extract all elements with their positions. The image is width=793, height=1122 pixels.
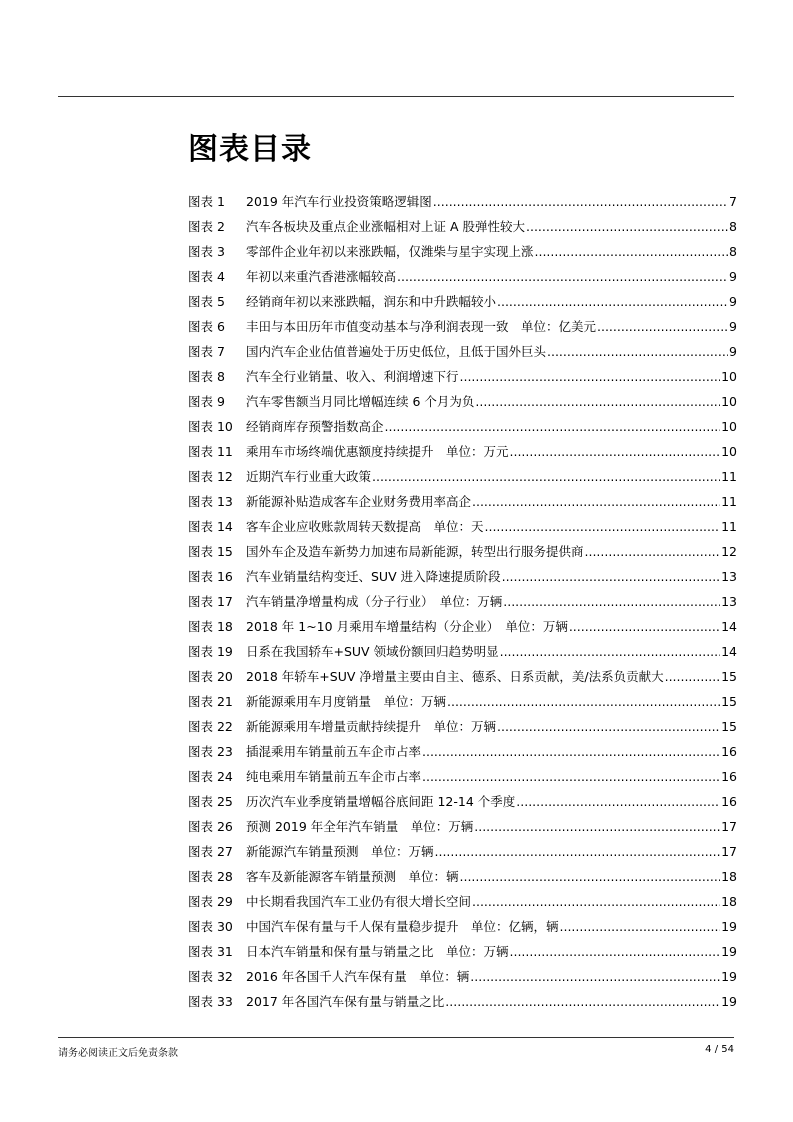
toc-entry-page: 11 bbox=[721, 469, 737, 484]
toc-dot-leader bbox=[500, 639, 721, 664]
toc-entry[interactable] bbox=[188, 389, 737, 414]
toc-dot-leader bbox=[422, 764, 720, 789]
toc-entry-page: 9 bbox=[729, 294, 737, 309]
toc-entry-title: 历次汽车业季度销量增幅谷底间距 12-14 个季度 bbox=[246, 794, 516, 809]
toc-entry[interactable] bbox=[188, 814, 737, 839]
toc-entry-title: 乘用车市场终端优惠额度持续提升 单位：万元 bbox=[246, 444, 509, 459]
toc-entry-title: 中国汽车保有量与千人保有量稳步提升 单位：亿辆，辆 bbox=[246, 919, 559, 934]
toc-entry-page: 9 bbox=[729, 319, 737, 334]
toc-dot-leader bbox=[497, 714, 720, 739]
toc-dot-leader bbox=[535, 239, 729, 264]
toc-entry-label: 图表 22 bbox=[188, 719, 233, 734]
toc-entry[interactable] bbox=[188, 664, 737, 689]
toc-entry-label: 图表 14 bbox=[188, 519, 233, 534]
toc-entry-page: 12 bbox=[721, 544, 737, 559]
toc-entry[interactable] bbox=[188, 514, 737, 539]
toc-entry-title: 2018 年轿车+SUV 净增量主要由自主、德系、日系贡献，美/法系负贡献大 bbox=[246, 669, 664, 684]
toc-dot-leader bbox=[475, 389, 720, 414]
toc-entry-label: 图表 16 bbox=[188, 569, 233, 584]
toc-entry-label: 图表 26 bbox=[188, 819, 233, 834]
toc-entry-title: 预测 2019 年全年汽车销量 单位：万辆 bbox=[246, 819, 474, 834]
toc-entry-page: 13 bbox=[721, 569, 737, 584]
toc-entry-page: 8 bbox=[729, 244, 737, 259]
toc-entry-title: 2017 年各国汽车保有量与销量之比 bbox=[246, 994, 445, 1009]
toc-dot-leader bbox=[447, 689, 720, 714]
toc-entry-title: 汽车零售额当月同比增幅连续 6 个月为负 bbox=[246, 394, 475, 409]
toc-entry-page: 9 bbox=[729, 344, 737, 359]
toc-entry-title: 纯电乘用车销量前五车企市占率 bbox=[246, 769, 422, 784]
toc-entry[interactable] bbox=[188, 764, 737, 789]
toc-entry-title: 新能源汽车销量预测 单位：万辆 bbox=[246, 844, 434, 859]
toc-entry-label: 图表 19 bbox=[188, 644, 233, 659]
toc-entry-page: 18 bbox=[721, 894, 737, 909]
toc-entry[interactable] bbox=[188, 589, 737, 614]
toc-entry[interactable] bbox=[188, 789, 737, 814]
toc-entry-title: 汽车各板块及重点企业涨幅相对上证 A 股弹性较大 bbox=[246, 219, 525, 234]
toc-entry[interactable] bbox=[188, 889, 737, 914]
toc-entry-page: 19 bbox=[721, 994, 737, 1009]
toc-entry-page: 16 bbox=[721, 794, 737, 809]
toc-entry-title: 近期汽车行业重大政策 bbox=[246, 469, 372, 484]
toc-entry-title: 2016 年各国千人汽车保有量 单位：辆 bbox=[246, 969, 470, 984]
footer-rule bbox=[58, 1037, 734, 1038]
toc-entry-title: 汽车全行业销量、收入、利润增速下行 bbox=[246, 369, 459, 384]
toc-dot-leader bbox=[422, 739, 720, 764]
toc-entry-label: 图表 32 bbox=[188, 969, 233, 984]
toc-entry-label: 图表 17 bbox=[188, 594, 233, 609]
toc-entry-page: 10 bbox=[721, 444, 737, 459]
toc-entry-label: 图表 2 bbox=[188, 219, 225, 234]
toc-entry-label: 图表 3 bbox=[188, 244, 225, 259]
page-number: 4 / 54 bbox=[705, 1044, 734, 1055]
toc-entry-page: 7 bbox=[729, 194, 737, 209]
toc-entry-page: 8 bbox=[729, 219, 737, 234]
toc-dot-leader bbox=[560, 914, 721, 939]
toc-entry-label: 图表 18 bbox=[188, 619, 233, 634]
toc-entry[interactable] bbox=[188, 564, 737, 589]
toc-dot-leader bbox=[547, 339, 728, 364]
toc-entry[interactable] bbox=[188, 964, 737, 989]
toc-entry[interactable] bbox=[188, 414, 737, 439]
toc-entry-page: 19 bbox=[721, 944, 737, 959]
toc-entry-title: 经销商库存预警指数高企 bbox=[246, 419, 384, 434]
toc-entry-label: 图表 30 bbox=[188, 919, 233, 934]
toc-entry-label: 图表 6 bbox=[188, 319, 225, 334]
toc-dot-leader bbox=[472, 889, 720, 914]
toc-entry[interactable] bbox=[188, 339, 737, 364]
toc-dot-leader bbox=[433, 189, 728, 214]
toc-entry-label: 图表 25 bbox=[188, 794, 233, 809]
toc-entry-page: 10 bbox=[721, 369, 737, 384]
toc-entry[interactable] bbox=[188, 239, 737, 264]
toc-entry-label: 图表 13 bbox=[188, 494, 233, 509]
toc-dot-leader bbox=[435, 839, 721, 864]
toc-dot-leader bbox=[397, 264, 728, 289]
toc-entry-page: 10 bbox=[721, 394, 737, 409]
toc-entry-label: 图表 9 bbox=[188, 394, 225, 409]
toc-entry-page: 19 bbox=[721, 969, 737, 984]
toc-entry[interactable] bbox=[188, 689, 737, 714]
toc-entry[interactable] bbox=[188, 839, 737, 864]
toc-dot-leader bbox=[460, 864, 721, 889]
toc-entry[interactable] bbox=[188, 864, 737, 889]
toc-entry-page: 14 bbox=[721, 644, 737, 659]
toc-entry-title: 丰田与本田历年市值变动基本与净利润表现一致 单位：亿美元 bbox=[246, 319, 597, 334]
toc-dot-leader bbox=[497, 289, 728, 314]
toc-entry[interactable] bbox=[188, 464, 737, 489]
toc-entry[interactable] bbox=[188, 539, 737, 564]
toc-entry-title: 汽车业销量结构变迁、SUV 进入降速提质阶段 bbox=[246, 569, 501, 584]
toc-entry-title: 日本汽车销量和保有量与销量之比 单位：万辆 bbox=[246, 944, 509, 959]
toc-entry-label: 图表 10 bbox=[188, 419, 233, 434]
toc-entry[interactable] bbox=[188, 214, 737, 239]
toc-entry[interactable] bbox=[188, 914, 737, 939]
toc-dot-leader bbox=[372, 464, 720, 489]
toc-entry[interactable] bbox=[188, 439, 737, 464]
toc-entry-page: 11 bbox=[721, 494, 737, 509]
toc-dot-leader bbox=[445, 989, 720, 1014]
toc-entry-label: 图表 8 bbox=[188, 369, 225, 384]
toc-entry[interactable] bbox=[188, 739, 737, 764]
toc-entry-title: 新能源乘用车月度销量 单位：万辆 bbox=[246, 694, 447, 709]
toc-dot-leader bbox=[385, 414, 721, 439]
toc-entry-label: 图表 31 bbox=[188, 944, 233, 959]
toc-entry-label: 图表 1 bbox=[188, 194, 225, 209]
toc-entry-page: 19 bbox=[721, 919, 737, 934]
toc-entry[interactable] bbox=[188, 714, 737, 739]
toc-entry-title: 新能源乘用车增量贡献持续提升 单位：万辆 bbox=[246, 719, 497, 734]
toc-dot-leader bbox=[510, 439, 721, 464]
toc-entry-label: 图表 24 bbox=[188, 769, 233, 784]
toc-entry-title: 汽车销量净增量构成（分子行业） 单位：万辆 bbox=[246, 594, 503, 609]
toc-entry-title: 经销商年初以来涨跌幅，润东和中升跌幅较小 bbox=[246, 294, 497, 309]
toc-entry-page: 17 bbox=[721, 819, 737, 834]
toc-entry-label: 图表 27 bbox=[188, 844, 233, 859]
toc-entry-label: 图表 5 bbox=[188, 294, 225, 309]
toc-entry-title: 客车及新能源客车销量预测 单位：辆 bbox=[246, 869, 459, 884]
table-of-figures bbox=[188, 189, 737, 1014]
toc-dot-leader bbox=[460, 364, 721, 389]
toc-entry[interactable] bbox=[188, 189, 737, 214]
header-rule bbox=[58, 96, 734, 97]
toc-dot-leader bbox=[516, 789, 720, 814]
toc-entry-label: 图表 15 bbox=[188, 544, 233, 559]
toc-dot-leader bbox=[470, 964, 720, 989]
toc-entry-label: 图表 12 bbox=[188, 469, 233, 484]
page-title: 图表目录 bbox=[188, 132, 312, 167]
toc-entry-page: 16 bbox=[721, 744, 737, 759]
toc-dot-leader bbox=[485, 514, 721, 539]
toc-entry-title: 2019 年汽车行业投资策略逻辑图 bbox=[246, 194, 432, 209]
toc-entry-title: 零部件企业年初以来涨跌幅，仅潍柴与星宇实现上涨 bbox=[246, 244, 534, 259]
toc-entry-title: 日系在我国轿车+SUV 领域份额回归趋势明显 bbox=[246, 644, 499, 659]
toc-entry-label: 图表 28 bbox=[188, 869, 233, 884]
toc-entry-label: 图表 11 bbox=[188, 444, 233, 459]
toc-entry-page: 14 bbox=[721, 619, 737, 634]
toc-entry[interactable] bbox=[188, 489, 737, 514]
toc-entry-title: 国外车企及造车新势力加速布局新能源，转型出行服务提供商 bbox=[246, 544, 584, 559]
toc-entry-page: 15 bbox=[721, 719, 737, 734]
toc-entry[interactable] bbox=[188, 289, 737, 314]
toc-entry-label: 图表 23 bbox=[188, 744, 233, 759]
toc-entry-title: 中长期看我国汽车工业仍有很大增长空间 bbox=[246, 894, 472, 909]
toc-entry-title: 插混乘用车销量前五车企市占率 bbox=[246, 744, 422, 759]
toc-entry[interactable] bbox=[188, 989, 737, 1014]
toc-dot-leader bbox=[665, 664, 721, 689]
toc-entry-label: 图表 20 bbox=[188, 669, 233, 684]
toc-entry[interactable] bbox=[188, 264, 737, 289]
toc-dot-leader bbox=[503, 589, 720, 614]
toc-dot-leader bbox=[597, 314, 728, 339]
toc-entry-page: 18 bbox=[721, 869, 737, 884]
toc-entry-page: 9 bbox=[729, 269, 737, 284]
toc-dot-leader bbox=[569, 614, 720, 639]
toc-dot-leader bbox=[510, 939, 721, 964]
toc-dot-leader bbox=[585, 539, 721, 564]
toc-entry-title: 客车企业应收账款周转天数提高 单位：天 bbox=[246, 519, 484, 534]
toc-dot-leader bbox=[502, 564, 720, 589]
toc-entry-page: 10 bbox=[721, 419, 737, 434]
toc-entry-title: 国内汽车企业估值普遍处于历史低位，且低于国外巨头 bbox=[246, 344, 547, 359]
toc-entry-page: 15 bbox=[721, 694, 737, 709]
toc-entry-title: 2018 年 1~10 月乘用车增量结构（分企业） 单位：万辆 bbox=[246, 619, 568, 634]
toc-entry-page: 13 bbox=[721, 594, 737, 609]
toc-entry[interactable] bbox=[188, 639, 737, 664]
toc-dot-leader bbox=[526, 214, 728, 239]
toc-entry[interactable] bbox=[188, 364, 737, 389]
toc-dot-leader bbox=[474, 814, 720, 839]
toc-entry-page: 17 bbox=[721, 844, 737, 859]
toc-entry-label: 图表 21 bbox=[188, 694, 233, 709]
toc-entry-page: 11 bbox=[721, 519, 737, 534]
toc-entry[interactable] bbox=[188, 614, 737, 639]
footer-disclaimer[interactable]: 请务必阅读正文后免责条款 bbox=[58, 1048, 178, 1059]
toc-entry-page: 16 bbox=[721, 769, 737, 784]
toc-entry-title: 新能源补贴造成客车企业财务费用率高企 bbox=[246, 494, 472, 509]
toc-entry[interactable] bbox=[188, 314, 737, 339]
toc-entry-label: 图表 29 bbox=[188, 894, 233, 909]
toc-entry-label: 图表 7 bbox=[188, 344, 225, 359]
toc-entry-page: 15 bbox=[721, 669, 737, 684]
toc-dot-leader bbox=[472, 489, 720, 514]
toc-entry-title: 年初以来重汽香港涨幅较高 bbox=[246, 269, 397, 284]
toc-entry-label: 图表 33 bbox=[188, 994, 233, 1009]
toc-entry[interactable] bbox=[188, 939, 737, 964]
toc-entry-label: 图表 4 bbox=[188, 269, 225, 284]
